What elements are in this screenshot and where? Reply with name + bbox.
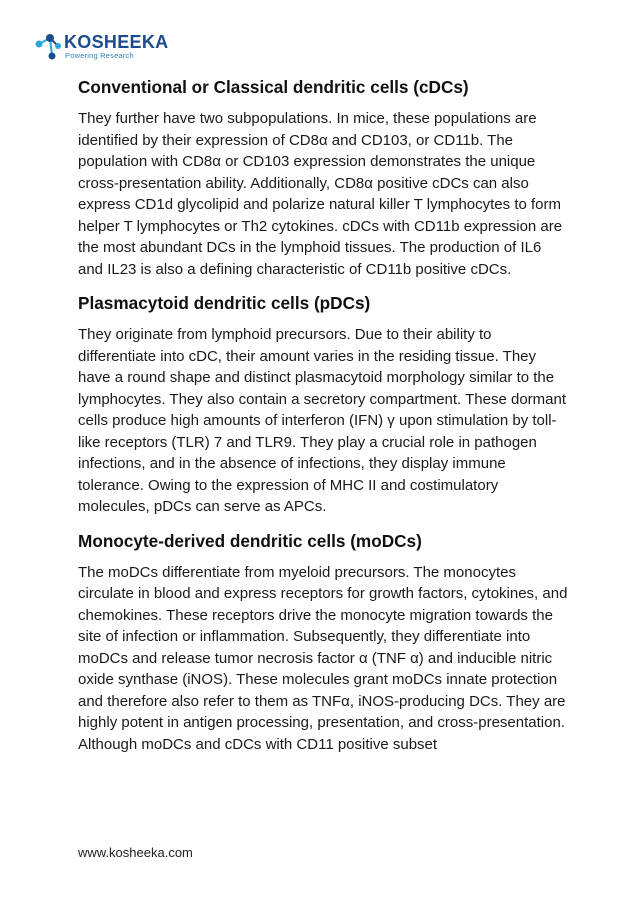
section-heading: Conventional or Classical dendritic cells (cDCs) [78, 77, 469, 97]
section-pdcs [78, 292, 568, 518]
section-heading: Plasmacytoid dendritic cells (pDCs) [78, 293, 371, 313]
molecule-icon [34, 28, 64, 64]
document-body [78, 76, 568, 767]
section-cdcs [78, 76, 568, 280]
section-heading: Monocyte-derived dendritic cells (moDCs) [78, 530, 422, 551]
section-modcs [78, 530, 568, 756]
section-paragraph: The moDCs differentiate from myeloid precursors. The monocytes circulate in blood and express receptors for growth factors, cytokines, and chemokines. These receptors drive the monocyte migration towards the site of infection or inflammation. Subsequently, they differentiate into moDCs and release tumor necrosis factor α (TNF α) and inducible nitric oxide synthase (iNOS). These molecules grant moDCs innate protection and therefore also refer to them as TNFα, iNOS-producing DCs. They are highly potent in antigen processing, presentation, and cross-presentation. Although moDCs and cDCs with CD11 positive subset [78, 563, 568, 753]
logo-wordmark: KOSHEEKA [64, 32, 169, 52]
kosheeka-logo [34, 28, 194, 64]
logo-tagline: Powering Research [65, 51, 134, 60]
section-paragraph: They originate from lymphoid precursors. Due to their ability to differentiate into cDC, their amount varies in the residing tissue. They have a round shape and distinct plasmacytoid morphology similar to the lymphocytes. They also contain a secretory compartment. These dormant cells produce high amounts of interferon (IFN) γ upon stimulation by toll-like receptors (TLR) 7 and TLR9. They play a crucial role in pathogen infections, and in the absence of infections, they display immune tolerance. Owing to the expression of MHC II and costimulatory molecules, pDCs can serve as APCs. [78, 326, 567, 515]
section-paragraph: They further have two subpopulations. In mice, these populations are identified by their expression of CD8α and CD103, or CD11b. The population with CD8α or CD103 expression demonstrates the unique cross-presentation ability. Additionally, CD8α positive cDCs can also express CD1d glycolipid and polarize natural killer T lymphocytes to form helper T lymphocytes or Th2 cytokines. cDCs with CD11b expression are the most abundant DCs in the lymphoid tissues. The production of IL6 and IL23 is also a defining characteristic of CD11b positive cDCs. [78, 110, 563, 278]
footer-url: www.kosheeka.com [78, 845, 193, 860]
